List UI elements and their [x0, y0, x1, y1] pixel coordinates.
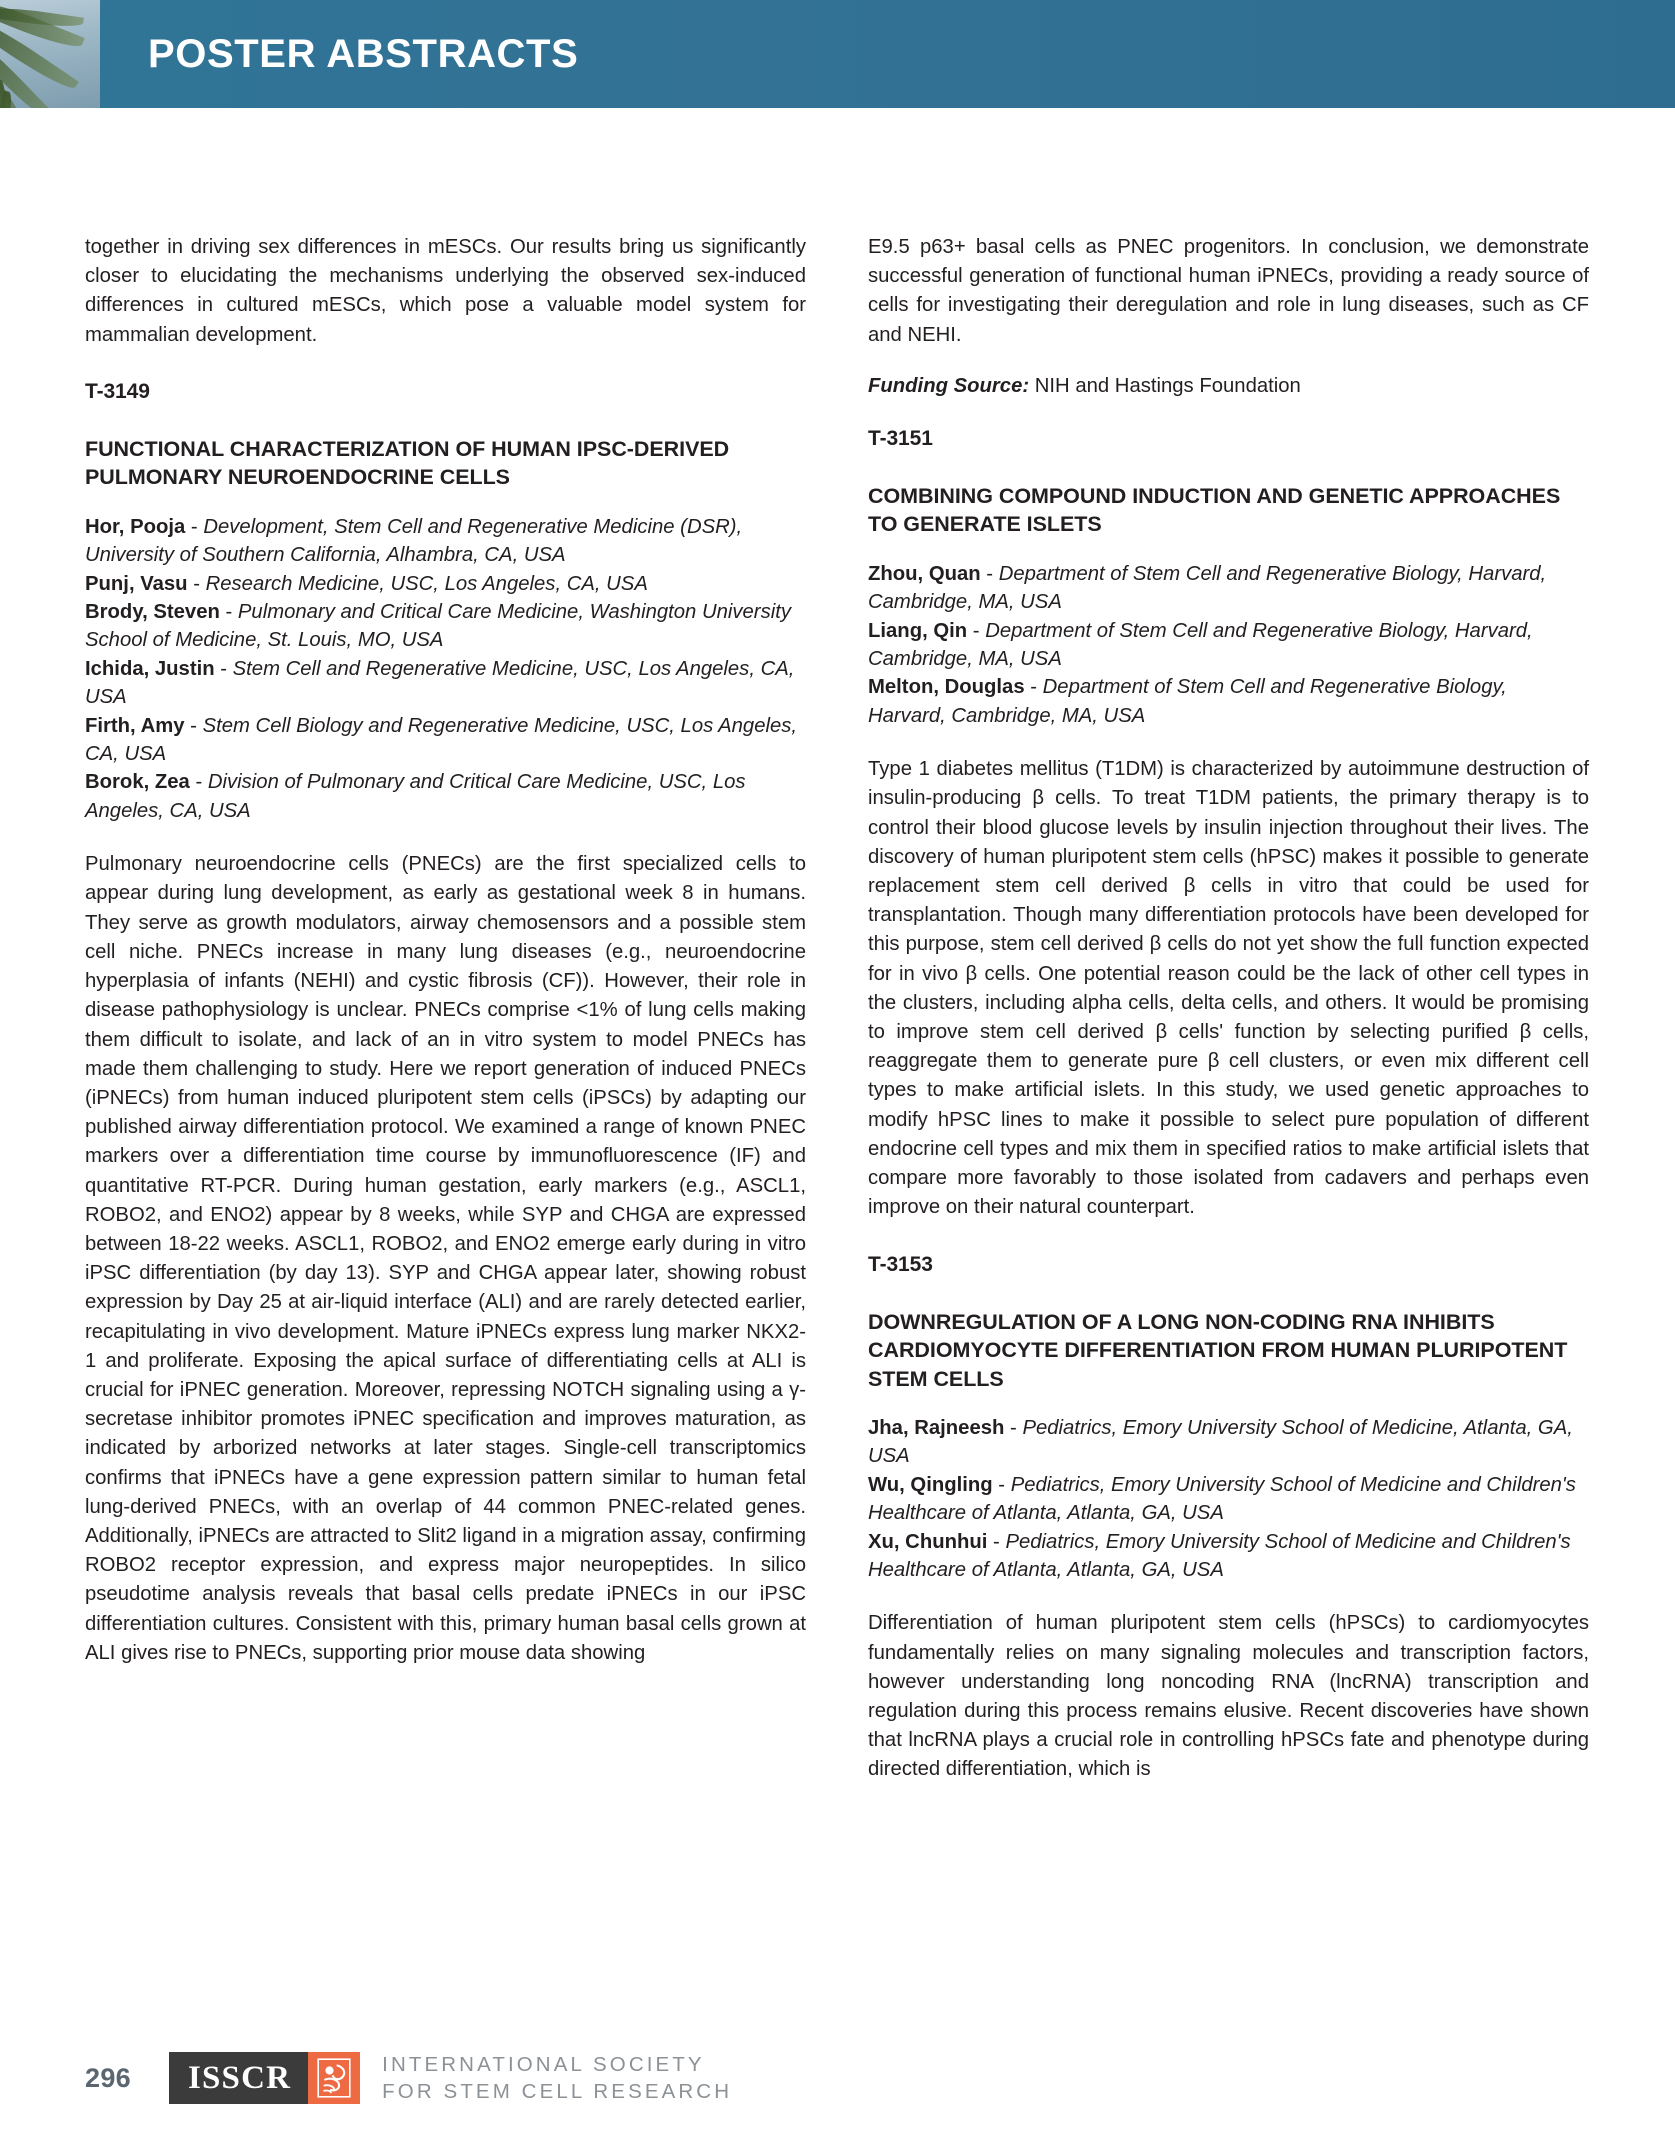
- author-entry: [85, 570, 806, 598]
- author-name: Liang, Qin: [868, 619, 968, 642]
- abstract-body-t3149: Pulmonary neuroendocrine cells (PNECs) are the first specialized cells to appear during lung development, as early as gestational week 8 in humans. They serve as growth modulators, airway chemosensors and a possible stem cell niche. PNECs increase in many lung diseases (e.g., neuroendocrine hyperplasia of infants (NEHI) and cystic fibrosis (CF)). However, their role in disease pathophysiology is unclear. PNECs comprise <1% of lung cells making them difficult to isolate, and lack of an in vitro system to model PNECs has made them challenging to study. Here we report generation of induced PNECs (iPNECs) from human induced pluripotent stem cells (iPSCs) by adapting our published airway differentiation protocol. We examined a range of known PNEC markers over a differentiation time course by immunofluorescence (IF) and quantitative RT-PCR. During human gestation, early markers (e.g., ASCL1, ROBO2, and ENO2) appear by 8 weeks, while SYP and CHGA are expressed between 18-22 weeks. ASCL1, ROBO2, and ENO2 emerge early during in vitro iPSC differentiation (by day 13). SYP and CHGA appear later, showing robust expression by Day 25 at air-liquid interface (ALI) and are rarely detected earlier, recapitulating in vivo development. Mature iPNECs express lung marker NKX2-1 and proliferate. Exposing the apical surface of differentiating cells at ALI is crucial for iPNEC generation. Moreover, repressing NOTCH signaling using a γ-secretase inhibitor promotes iPNEC specification and improves maturation, as indicated by arborized networks at later stages. Single-cell transcriptomics confirms that iPNECs have a gene expression pattern similar to human fetal lung-derived PNECs, with an overlap of 44 common PNEC-related genes. Additionally, iPNECs are attracted to Slit2 ligand in a migration assay, confirming ROBO2 receptor expression, and express major neuropeptides. In silico pseudotime analysis reveals that basal cells predate iPNECs in our iPSC differentiation cultures. Consistent with this, primary human basal cells grown at ALI gives rise to PNECs, supporting prior mouse data showing: [85, 853, 806, 1664]
- author-separator: -: [184, 714, 203, 737]
- author-affiliation: Pulmonary and Critical Care Medicine, Washington University School of Medicine, St. Louis, MO, USA: [85, 601, 791, 652]
- funding-source-line: [868, 372, 1589, 401]
- author-name: Ichida, Justin: [85, 657, 215, 680]
- author-entry: [868, 617, 1589, 674]
- author-name: Borok, Zea: [85, 771, 190, 794]
- author-separator: -: [967, 619, 986, 642]
- org-name-line1: INTERNATIONAL SOCIETY: [382, 2053, 705, 2076]
- abstract-title-t3151: COMBINING COMPOUND INDUCTION AND GENETIC APPROACHES TO GENERATE ISLETS: [868, 483, 1561, 537]
- abstract-title-t3153: DOWNREGULATION OF A LONG NON-CODING RNA INHIBITS CARDIOMYOCYTE DIFFERENTIATION FROM HUMAN PLURIPOTENT STEM CELLS: [868, 1309, 1568, 1391]
- author-separator: -: [1004, 1417, 1023, 1439]
- author-name: Wu, Qingling: [868, 1473, 993, 1496]
- author-separator: -: [214, 657, 233, 680]
- author-entry: [85, 598, 806, 655]
- author-affiliation: Division of Pulmonary and Critical Care Medicine, USC, Los Angeles, CA, USA: [85, 771, 746, 822]
- palm-tree-photo: [0, 0, 100, 108]
- org-name-line2: FOR STEM CELL RESEARCH: [382, 2080, 733, 2103]
- right-column: [868, 233, 1589, 1785]
- abstract-id-t3149: T-3149: [85, 379, 150, 403]
- author-name: Jha, Rajneesh: [868, 1417, 1005, 1439]
- author-list-t3149: [85, 513, 806, 825]
- abstract-title-t3149: FUNCTIONAL CHARACTERIZATION OF HUMAN IPSC-DERIVED PULMONARY NEUROENDOCRINE CELLS: [85, 436, 730, 490]
- author-separator: -: [219, 601, 238, 624]
- abstract-body-t3151: Type 1 diabetes mellitus (T1DM) is characterized by autoimmune destruction of insulin-producing β cells. To treat T1DM patients, the primary therapy is to control their blood glucose levels by insulin injection throughout their lives. The discovery of human pluripotent stem cells (hPSC) makes it possible to generate replacement stem cell derived β cells in vitro that could be used for transplantation. Though many differentiation protocols have been developed for this purpose, stem cell derived β cells do not yet show the full function expected for in vivo β cells. One potential reason could be the lack of other cell types in the clusters, including alpha cells, delta cells, and others. It would be promising to improve stem cell derived β cells' function by selecting purified β cells, reaggregate them to generate pure β cell clusters, or even mix different cell types to make artificial islets. In this study, we used genetic approaches to modify hPSC lines to make it possible to select pure population of different endocrine cell types and mix them in specified ratios to make artificial islets that compare more favorably to those isolated from cadavers and perhaps even improve on their natural counterpart.: [868, 758, 1589, 1219]
- author-name: Xu, Chunhui: [868, 1530, 988, 1553]
- banner-title: POSTER ABSTRACTS: [148, 31, 579, 76]
- author-affiliation: Stem Cell and Regenerative Medicine, USC, Los Angeles, CA, USA: [85, 657, 795, 709]
- author-name: Melton, Douglas: [868, 676, 1025, 699]
- abstract-id-t3153: T-3153: [868, 1252, 933, 1276]
- author-entry: [85, 655, 806, 712]
- abstract-id-t3151: T-3151: [868, 426, 933, 450]
- author-affiliation: Stem Cell Biology and Regenerative Medicine, USC, Los Angeles, CA, USA: [85, 714, 798, 766]
- author-separator: -: [1024, 676, 1043, 699]
- author-entry: [868, 1414, 1589, 1471]
- page-footer: [85, 2050, 732, 2106]
- author-entry: [868, 560, 1589, 617]
- author-affiliation: Pediatrics, Emory University School of Medicine and Children's Healthcare of Atlanta, Atlanta, GA, USA: [868, 1473, 1576, 1525]
- page-content: [0, 108, 1675, 2150]
- author-entry: [85, 768, 806, 825]
- author-entry: [868, 1528, 1589, 1585]
- author-name: Zhou, Quan: [868, 562, 981, 585]
- author-name: Hor, Pooja: [85, 515, 186, 538]
- author-affiliation: Pediatrics, Emory University School of Medicine and Children's Healthcare of Atlanta, Atlanta, GA, USA: [868, 1530, 1571, 1582]
- author-list-t3151: [868, 560, 1589, 730]
- author-affiliation: Development, Stem Cell and Regenerative Medicine (DSR), University of Southern California, Alhambra, CA, USA: [85, 515, 743, 567]
- page-number: 296: [85, 2062, 131, 2093]
- page-header-banner: [0, 0, 1675, 108]
- isscr-wordmark: ISSCR: [169, 2052, 308, 2104]
- two-column-layout: [85, 233, 1590, 1785]
- author-affiliation: Department of Stem Cell and Regenerative Biology, Harvard, Cambridge, MA, USA: [868, 562, 1547, 614]
- funding-source-label: Funding Source:: [868, 374, 1030, 397]
- author-separator: -: [992, 1473, 1011, 1496]
- isscr-logo: [169, 2052, 732, 2104]
- author-separator: -: [189, 771, 208, 794]
- author-separator: -: [185, 515, 204, 538]
- abstract-body-t3153: Differentiation of human pluripotent stem cells (hPSCs) to cardiomyocytes fundamentally relies on many signaling molecules and transcription factors, however understanding long noncoding RNA (lncRNA) transcription and regulation during this process remains elusive. Recent discoveries have shown that lncRNA plays a crucial role in controlling hPSCs fate and phenotype during directed differentiation, which is: [868, 1612, 1589, 1781]
- author-separator: -: [187, 572, 206, 595]
- author-name: Brody, Steven: [85, 601, 220, 624]
- continued-paragraph-left: together in driving sex differences in mESCs. Our results bring us significantly closer to elucidating the mechanisms underlying the observed sex-induced differences in cultured mESCs, which pose a valuable model system for mammalian development.: [85, 236, 806, 346]
- left-column: [85, 233, 806, 1785]
- author-separator: -: [987, 1530, 1006, 1553]
- author-entry: [85, 712, 806, 769]
- author-entry: [85, 513, 806, 570]
- author-separator: -: [980, 562, 999, 585]
- author-name: Punj, Vasu: [85, 572, 188, 595]
- author-entry: [868, 673, 1589, 730]
- author-name: Firth, Amy: [85, 714, 185, 737]
- author-affiliation: Pediatrics, Emory University School of Medicine, Atlanta, GA, USA: [868, 1417, 1573, 1468]
- isscr-org-name: [382, 2052, 732, 2104]
- author-affiliation: Department of Stem Cell and Regenerative Biology, Harvard, Cambridge, MA, USA: [868, 619, 1533, 671]
- author-entry: [868, 1471, 1589, 1528]
- funding-source-value: NIH and Hastings Foundation: [1029, 374, 1301, 397]
- continued-paragraph-right: E9.5 p63+ basal cells as PNEC progenitors. In conclusion, we demonstrate successful generation of functional human iPNECs, providing a ready source of cells for investigating their deregulation and role in lung diseases, such as CF and NEHI.: [868, 236, 1589, 346]
- isscr-swirl-icon: [308, 2052, 360, 2104]
- author-list-t3153: [868, 1414, 1589, 1584]
- author-affiliation: Department of Stem Cell and Regenerative Biology, Harvard, Cambridge, MA, USA: [868, 676, 1507, 727]
- author-affiliation: Research Medicine, USC, Los Angeles, CA, USA: [205, 572, 648, 595]
